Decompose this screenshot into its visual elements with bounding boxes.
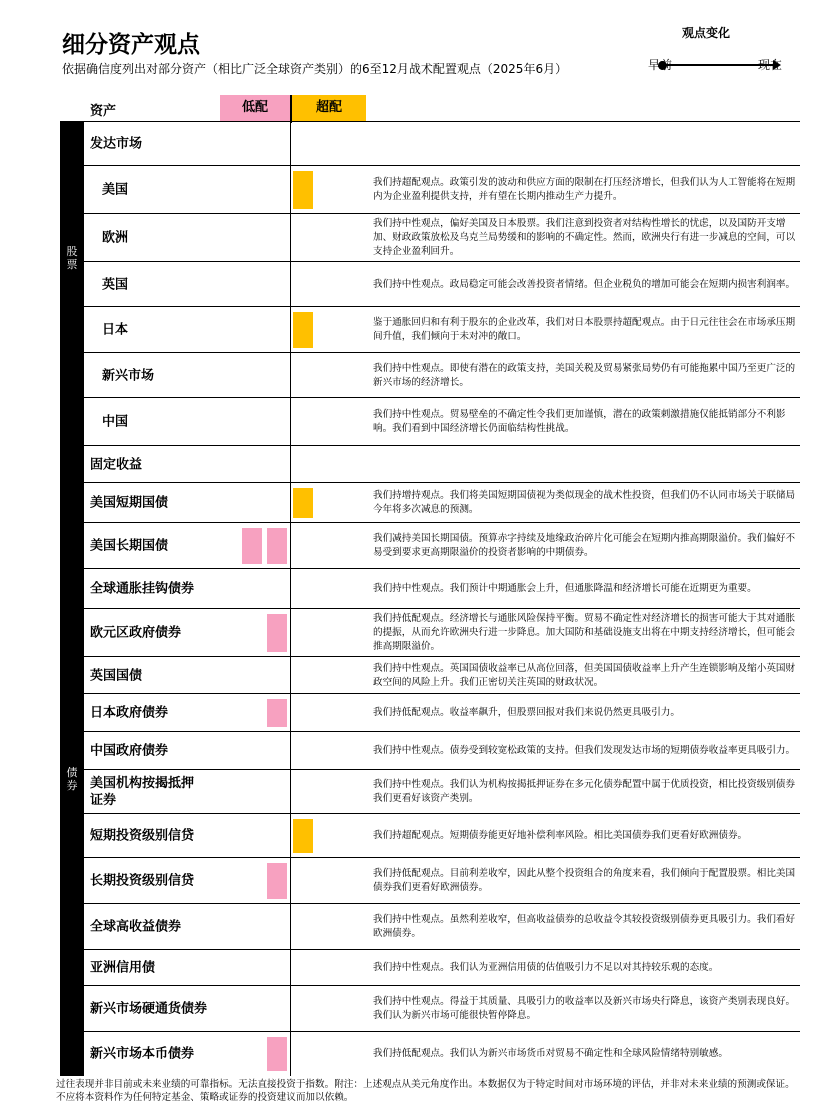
- row-asset-name: 发达市场: [90, 136, 143, 151]
- section-equity-char-1: 股: [66, 245, 78, 258]
- page-subtitle: 依据确信度列出对部分资产（相比广泛全球资产类别）的6至12月战术配置观点（2025年6月）: [62, 62, 568, 76]
- row-divider: [290, 353, 291, 398]
- row-description: 我们持中性观点。我们预计中期通胀会上升，但通胀降温和经济增长可能在近期更为重要。: [373, 583, 757, 594]
- row-divider: [290, 262, 291, 307]
- section-equity: [60, 121, 84, 446]
- underweight-bar-current: [267, 528, 287, 564]
- header-underweight: 低配: [220, 95, 290, 121]
- row-asset-name: 欧元区政府债券: [90, 625, 182, 641]
- row-asset-name: 美国: [102, 182, 129, 198]
- underweight-bar: [267, 863, 287, 899]
- row-divider: [290, 770, 291, 814]
- row-divider: [290, 214, 291, 262]
- table-row: [84, 858, 800, 904]
- overweight-bar: [293, 488, 313, 518]
- row-asset-name: 中国政府债券: [90, 743, 169, 759]
- row-asset-name: 全球高收益债券: [90, 919, 182, 935]
- table-row: [84, 307, 800, 353]
- legend-label: 观点变化: [682, 26, 731, 40]
- page-title: 细分资产观点: [62, 32, 200, 58]
- section-bond-char-2: 券: [66, 779, 78, 792]
- header-assets: 资产: [90, 104, 117, 119]
- table-row: [84, 353, 800, 398]
- row-description: 我们持中性观点。英国国债收益率已从高位回落，但美国国债收益率上升产生连锁影响及缩小英国财政空间的风险上升。我们正密切关注英国的财政状况。: [373, 662, 796, 688]
- row-description: 我们持超配观点。政策引发的波动和供应方面的限制在打压经济增长，但我们认为人工智能将在短期内为企业盈利提供支持，并有望在长期内推动生产力提升。: [373, 177, 796, 202]
- legend-start-label: 早前: [648, 58, 673, 72]
- row-divider: [290, 166, 291, 214]
- row-asset-name: 中国: [102, 414, 129, 430]
- table-row: [84, 523, 800, 569]
- row-asset-name: 新兴市场: [102, 368, 155, 383]
- row-divider: [290, 1032, 291, 1076]
- row-description: 我们持中性观点。债券受到较宽松政策的支持。但我们发现发达市场的短期债券收益率更具吸引力。: [373, 745, 796, 756]
- table-row: [84, 814, 800, 858]
- row-description: 我们持中性观点。政局稳定可能会改善投资者情绪。但企业税负的增加可能会在短期内损害利润率。: [373, 278, 796, 290]
- table-row: [84, 609, 800, 657]
- row-asset-name: 日本政府债券: [90, 705, 169, 721]
- section-bond-char-1: 债: [66, 766, 78, 779]
- row-description: 我们持中性观点。贸易壁垒的不确定性令我们更加谨慎，潜在的政策刺激措施仅能抵销部分不利影响。我们看到中国经济增长仍面临结构性挑战。: [373, 409, 786, 434]
- row-asset-name: 新兴市场本币债券: [90, 1046, 195, 1062]
- row-description: 我们持中性观点，偏好美国及日本股票。我们注意到投资者对结构性增长的忧虑，以及国防开支增加、财政政策放松及乌克兰局势缓和的影响的不确定性。然而，欧洲央行有进一步减息的空间，可以支持企业盈利回升。: [373, 218, 796, 257]
- row-divider: [290, 732, 291, 770]
- table-row: [84, 569, 800, 609]
- row-asset-name: 欧洲: [102, 230, 129, 246]
- table-row: [84, 483, 800, 523]
- overweight-bar: [293, 819, 313, 853]
- row-asset-name: 亚洲信用债: [90, 960, 156, 976]
- row-description: 我们持中性观点。我们认为亚洲信用债的估值吸引力不足以对其持较乐观的态度。: [373, 962, 719, 973]
- overweight-bar: [293, 171, 313, 209]
- section-equity-label: [60, 245, 84, 271]
- row-description: 我们持中性观点。虽然利差收窄，但高收益债券的总收益令其较投资级别债券更具吸引力。我们看好欧洲债券。: [373, 914, 796, 939]
- row-asset-name: 短期投资级别信贷: [90, 828, 195, 844]
- table-row: [84, 121, 800, 166]
- row-description: 我们持增持观点。我们将美国短期国债视为类似现金的战术性投资，但我们仍不认同市场关于联储局今年将多次减息的预测。: [373, 490, 796, 515]
- row-asset-name: 美国机构按揭抵押 证券: [90, 776, 195, 808]
- table-row: [84, 904, 800, 950]
- section-equity-char-2: 票: [66, 258, 78, 271]
- row-asset-name: 英国国债: [90, 668, 143, 683]
- row-asset-name: 长期投资级别信贷: [90, 873, 195, 889]
- table-row: [84, 950, 800, 986]
- row-divider: [290, 121, 291, 166]
- table-row: [84, 657, 800, 694]
- row-asset-name: 固定收益: [90, 457, 143, 472]
- row-asset-name: 英国: [102, 277, 129, 292]
- footnote: 过往表现并非目前或未来业绩的可靠指标。无法直接投资于指数。附注：上述观点从美元角度作出。本数据仅为于特定时间对市场环境的评估，并非对未来业绩的预测或保证。不应将本资料作为任何特定基金、策略或证券的投资建议而加以依赖。: [56, 1079, 795, 1103]
- underweight-bar: [267, 1037, 287, 1071]
- section-bond: [60, 446, 84, 1076]
- underweight-bar: [267, 614, 287, 652]
- table-header: [60, 95, 800, 121]
- table-row: [84, 694, 800, 732]
- row-description: 我们减持美国长期国债。预算赤字持续及地缘政治碎片化可能会在短期内推高期限溢价。我们偏好不易受到要求更高期限溢价的投资者影响的中期债券。: [373, 533, 796, 558]
- table-row: [84, 446, 800, 483]
- underweight-bar: [267, 699, 287, 727]
- table-row: [84, 262, 800, 307]
- row-description: 我们持低配观点。目前利差收窄，因此从整个投资组合的角度来看，我们倾向于配置股票。相比美国债券我们更看好欧洲债券。: [373, 868, 796, 893]
- row-divider: [290, 523, 291, 569]
- table-row: [84, 166, 800, 214]
- row-divider: [290, 307, 291, 353]
- row-divider: [290, 657, 291, 694]
- section-bond-label: [60, 766, 84, 792]
- underweight-bar-previous: [242, 528, 262, 564]
- row-description: 我们持中性观点。我们认为机构按揭抵押证券在多元化债券配置中属于优质投资，相比投资级别债券我们更看好该资产类别。: [373, 779, 796, 804]
- row-divider: [290, 904, 291, 950]
- row-description: 鉴于通胀回归和有利于股东的企业改革，我们对日本股票持超配观点。由于日元往往会在市场承压期间升值，我们倾向于未对冲的敞口。: [373, 317, 796, 342]
- row-description: 我们持低配观点。经济增长与通胀风险保持平衡。贸易不确定性对经济增长的损害可能大于其对通胀的提振，从而允许欧洲央行进一步降息。加大国防和基础设施支出将在中期支持经济增长，但可能会推高期限溢价。: [373, 613, 796, 652]
- row-description: 我们持超配观点。短期债券能更好地补偿利率风险。相比美国债券我们更看好欧洲债券。: [373, 830, 748, 841]
- row-divider: [290, 609, 291, 657]
- row-asset-name: 新兴市场硬通货债券: [90, 1001, 208, 1017]
- row-description: 我们持中性观点。得益于其质量、具吸引力的收益率以及新兴市场央行降息，该资产类别表现良好。我们认为新兴市场可能很快暂停降息。: [373, 996, 796, 1021]
- row-asset-name: 美国长期国债: [90, 538, 169, 554]
- view-change-legend: [648, 22, 798, 74]
- table-row: [84, 770, 800, 814]
- table-row: [84, 986, 800, 1032]
- row-description: 我们持低配观点。收益率飙升，但股票回报对我们来说仍然更具吸引力。: [373, 707, 680, 718]
- row-divider: [290, 483, 291, 523]
- row-asset-name: 日本: [102, 322, 129, 338]
- row-divider: [290, 986, 291, 1032]
- legend-end-label: 现在: [758, 58, 783, 72]
- table-row: [84, 214, 800, 262]
- row-description: 我们持低配观点。我们认为新兴市场货币对贸易不确定性和全球风险情绪特别敏感。: [373, 1048, 728, 1059]
- row-description: 我们持中性观点。即使有潜在的政策支持，美国关税及贸易紧张局势仍有可能拖累中国乃至更广泛的新兴市场的经济增长。: [373, 362, 796, 388]
- row-asset-name: 全球通胀挂钩债券: [90, 581, 195, 597]
- row-divider: [290, 858, 291, 904]
- table-row: [84, 398, 800, 446]
- overweight-bar: [293, 312, 313, 348]
- row-divider: [290, 694, 291, 732]
- row-divider: [290, 950, 291, 986]
- row-divider: [290, 569, 291, 609]
- row-divider: [290, 446, 291, 483]
- row-divider: [290, 398, 291, 446]
- row-divider: [290, 814, 291, 858]
- header-overweight: 超配: [292, 95, 366, 121]
- table-row: [84, 1032, 800, 1076]
- row-asset-name: 美国短期国债: [90, 495, 169, 511]
- table-row: [84, 732, 800, 770]
